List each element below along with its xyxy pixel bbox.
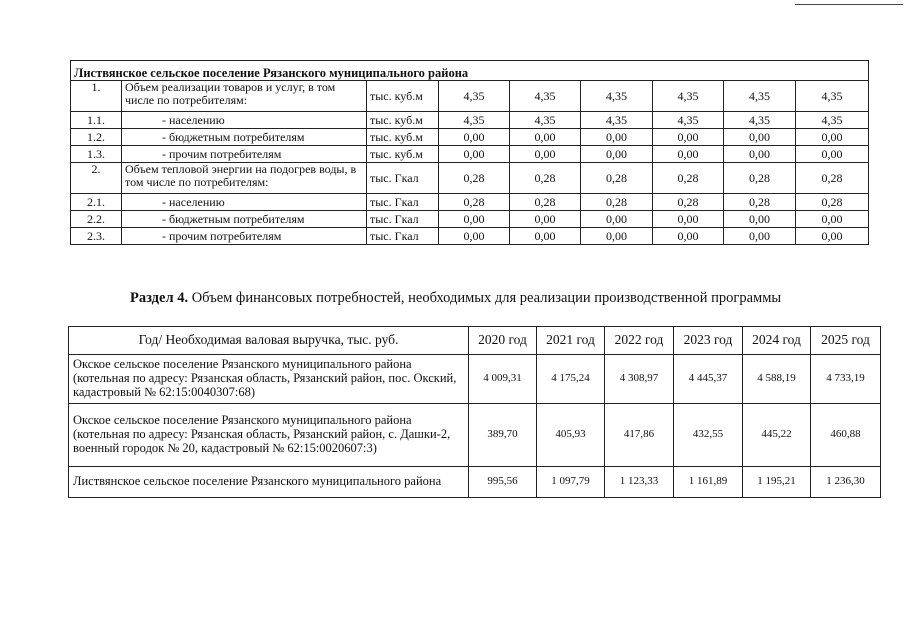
value-cell: 0,28 bbox=[510, 194, 581, 211]
value-cell: 4,35 bbox=[439, 81, 510, 112]
value-cell: 0,00 bbox=[653, 211, 724, 228]
value-cell: 0,28 bbox=[796, 194, 869, 211]
section-label: Раздел 4. bbox=[130, 290, 189, 306]
year-header: 2024 год bbox=[743, 327, 811, 355]
row-unit: тыс. Гкал bbox=[367, 163, 439, 194]
value-cell: 405,93 bbox=[537, 404, 605, 467]
row-unit: тыс. Гкал bbox=[367, 228, 439, 245]
value-cell: 0,28 bbox=[581, 194, 653, 211]
value-cell: 0,00 bbox=[510, 129, 581, 146]
value-cell: 0,00 bbox=[439, 146, 510, 163]
value-cell: 4,35 bbox=[581, 112, 653, 129]
row-number: 1. bbox=[71, 81, 122, 112]
value-cell: 0,28 bbox=[510, 163, 581, 194]
row-number: 1.3. bbox=[71, 146, 122, 163]
table-row bbox=[71, 194, 869, 211]
value-cell: 4,35 bbox=[653, 112, 724, 129]
value-cell: 0,00 bbox=[724, 146, 796, 163]
value-cell: 995,56 bbox=[469, 467, 537, 498]
value-cell: 0,00 bbox=[510, 228, 581, 245]
value-cell: 0,00 bbox=[653, 129, 724, 146]
value-cell: 4,35 bbox=[581, 81, 653, 112]
row-number: 1.2. bbox=[71, 129, 122, 146]
row-description: - населению bbox=[122, 194, 367, 211]
year-header: 2021 год bbox=[537, 327, 605, 355]
table-row bbox=[69, 467, 881, 498]
table-row bbox=[71, 129, 869, 146]
table-row bbox=[71, 112, 869, 129]
section-heading bbox=[130, 290, 781, 307]
value-cell: 0,00 bbox=[439, 211, 510, 228]
value-cell: 389,70 bbox=[469, 404, 537, 467]
header-row bbox=[69, 327, 881, 355]
row-unit: тыс. куб.м bbox=[367, 129, 439, 146]
top-edge-line bbox=[795, 4, 903, 5]
row-number: 2.2. bbox=[71, 211, 122, 228]
value-cell: 0,28 bbox=[796, 163, 869, 194]
value-cell: 4 308,97 bbox=[605, 355, 674, 404]
value-cell: 4,35 bbox=[724, 112, 796, 129]
row-number: 2.1. bbox=[71, 194, 122, 211]
row-description: Объем тепловой энергии на подогрев воды, в том числе по потребителям: bbox=[122, 163, 367, 194]
value-cell: 432,55 bbox=[674, 404, 743, 467]
row-description: - бюджетным потребителям bbox=[122, 129, 367, 146]
row-description: - прочим потребителям bbox=[122, 228, 367, 245]
row-unit: тыс. куб.м bbox=[367, 81, 439, 112]
value-cell: 0,28 bbox=[653, 163, 724, 194]
row-label: Листвянское сельское поселение Рязанского муниципального района bbox=[69, 467, 469, 498]
value-cell: 0,00 bbox=[724, 129, 796, 146]
row-number: 2.3. bbox=[71, 228, 122, 245]
value-cell: 1 236,30 bbox=[811, 467, 881, 498]
table-row bbox=[71, 228, 869, 245]
value-cell: 0,00 bbox=[581, 146, 653, 163]
value-cell: 0,00 bbox=[724, 211, 796, 228]
value-cell: 4,35 bbox=[510, 112, 581, 129]
value-cell: 0,00 bbox=[581, 129, 653, 146]
value-cell: 0,00 bbox=[581, 228, 653, 245]
section-text: Объем финансовых потребностей, необходимых для реализации производственной программы bbox=[188, 290, 782, 306]
value-cell: 0,00 bbox=[796, 211, 869, 228]
value-cell: 4 445,37 bbox=[674, 355, 743, 404]
row-description: - бюджетным потребителям bbox=[122, 211, 367, 228]
revenue-table bbox=[68, 326, 881, 498]
value-cell: 4,35 bbox=[439, 112, 510, 129]
table1-title: Листвянское сельское поселение Рязанского муниципального района bbox=[71, 61, 869, 81]
row-unit: тыс. Гкал bbox=[367, 211, 439, 228]
value-cell: 4,35 bbox=[796, 81, 869, 112]
value-cell: 4,35 bbox=[653, 81, 724, 112]
value-cell: 4 588,19 bbox=[743, 355, 811, 404]
row-number: 1.1. bbox=[71, 112, 122, 129]
value-cell: 4,35 bbox=[724, 81, 796, 112]
row-description: - прочим потребителям bbox=[122, 146, 367, 163]
value-cell: 0,28 bbox=[439, 194, 510, 211]
value-cell: 0,28 bbox=[653, 194, 724, 211]
value-cell: 0,28 bbox=[439, 163, 510, 194]
value-cell: 1 195,21 bbox=[743, 467, 811, 498]
value-cell: 417,86 bbox=[605, 404, 674, 467]
table-row bbox=[69, 355, 881, 404]
table-row bbox=[69, 404, 881, 467]
value-cell: 0,00 bbox=[724, 228, 796, 245]
value-cell: 0,00 bbox=[796, 146, 869, 163]
table-row bbox=[71, 211, 869, 228]
table-row bbox=[71, 146, 869, 163]
value-cell: 0,00 bbox=[510, 146, 581, 163]
value-cell: 0,00 bbox=[796, 129, 869, 146]
value-cell: 4 733,19 bbox=[811, 355, 881, 404]
value-cell: 445,22 bbox=[743, 404, 811, 467]
row-description: - населению bbox=[122, 112, 367, 129]
year-header: 2022 год bbox=[605, 327, 674, 355]
value-cell: 0,00 bbox=[510, 211, 581, 228]
value-cell: 0,28 bbox=[581, 163, 653, 194]
value-cell: 0,00 bbox=[581, 211, 653, 228]
value-cell: 4 175,24 bbox=[537, 355, 605, 404]
table-row bbox=[71, 163, 869, 194]
value-cell: 0,00 bbox=[653, 146, 724, 163]
value-cell: 4,35 bbox=[510, 81, 581, 112]
volumes-table bbox=[70, 60, 869, 245]
value-cell: 0,00 bbox=[439, 228, 510, 245]
value-cell: 460,88 bbox=[811, 404, 881, 467]
year-header: 2025 год bbox=[811, 327, 881, 355]
value-cell: 4 009,31 bbox=[469, 355, 537, 404]
value-cell: 0,28 bbox=[724, 163, 796, 194]
value-cell: 0,00 bbox=[439, 129, 510, 146]
row-description: Объем реализации товаров и услуг, в том числе по потребителям: bbox=[122, 81, 367, 112]
header-label: Год/ Необходимая валовая выручка, тыс. руб. bbox=[69, 327, 469, 355]
row-unit: тыс. куб.м bbox=[367, 146, 439, 163]
year-header: 2020 год bbox=[469, 327, 537, 355]
value-cell: 0,28 bbox=[724, 194, 796, 211]
year-header: 2023 год bbox=[674, 327, 743, 355]
row-unit: тыс. Гкал bbox=[367, 194, 439, 211]
row-number: 2. bbox=[71, 163, 122, 194]
value-cell: 1 123,33 bbox=[605, 467, 674, 498]
row-label: Окское сельское поселение Рязанского муниципального района (котельная по адресу: Рязанская область, Рязанский район, пос. Окский, кадастровый № 62:15:0040307:68) bbox=[69, 355, 469, 404]
value-cell: 4,35 bbox=[796, 112, 869, 129]
value-cell: 0,00 bbox=[653, 228, 724, 245]
value-cell: 1 097,79 bbox=[537, 467, 605, 498]
value-cell: 1 161,89 bbox=[674, 467, 743, 498]
table-row bbox=[71, 81, 869, 112]
row-label: Окское сельское поселение Рязанского муниципального района (котельная по адресу: Рязанская область, Рязанский район, с. Дашки-2, военный городок № 20, кадастровый № 62:15:0020607:3) bbox=[69, 404, 469, 467]
row-unit: тыс. куб.м bbox=[367, 112, 439, 129]
value-cell: 0,00 bbox=[796, 228, 869, 245]
